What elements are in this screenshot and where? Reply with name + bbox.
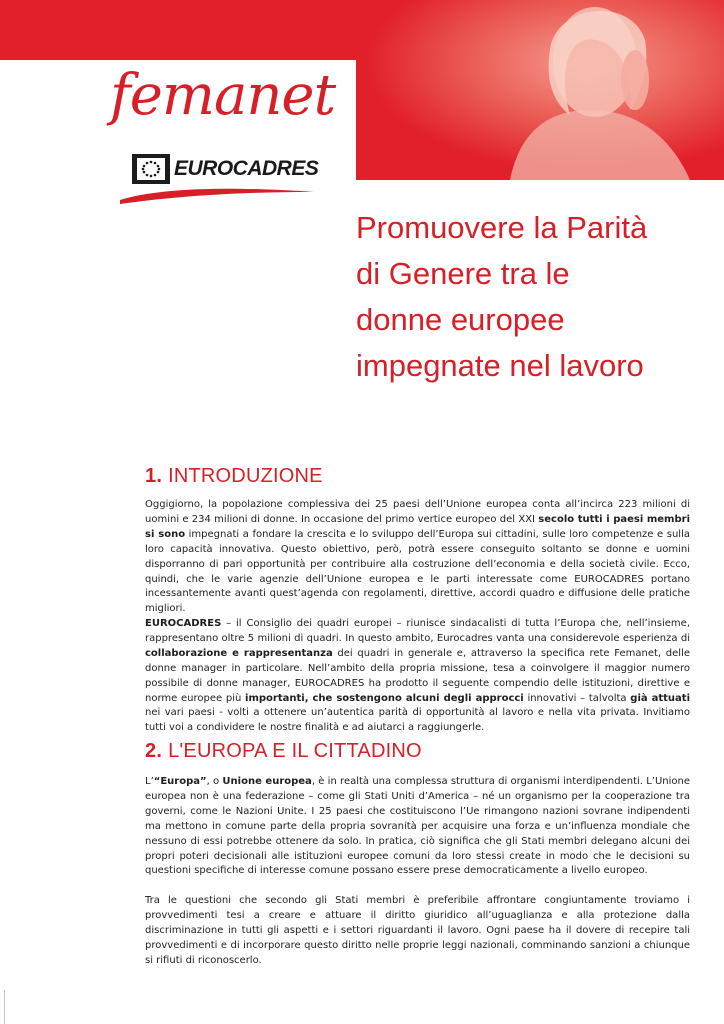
femanet-logo: femanet xyxy=(110,63,336,128)
text-run: Tra le questioni che secondo gli Stati membri è preferibile affrontare congiuntamente troviamo i provvedimenti tesi a creare e attuare il diritto giuridico all’uguaglianza e alla protezione dalla discriminazione in tutti gli aspetti e i settori riguardanti il lavoro. Ogni paese ha il dovere di recepire tali provvedimenti e di incorporare questo diritto nelle proprie leggi nazionali, comminando sanzioni a chiunque si rifiuti di riconoscerlo. xyxy=(145,895,690,966)
text-run: , è in realtà una complessa struttura di organismi interdipendenti. L’Unione europea non è una federazione – come gli Stati Uniti d’America – né un organismo per la cooperazione tra governi, come le Nazioni Unite. I 25 paesi che costituiscono l’Ue rimangono nazioni sovrane indipendenti ma mettono in comune parte della propria sovranità per acquisire una forza e un’influenza mondiale che nessuno di essi potrebbe ottenere da solo. In pratica, ciò significa che gli Stati membri delegano alcuni dei propri poteri decisionali alle istituzioni europee comuni da loro stessi create in modo che le decisioni su questioni specifiche di interesse comune possano essere prese democraticamente a livello europeo. xyxy=(145,776,691,877)
section-number: 1. xyxy=(145,465,163,487)
bold-run: collaborazione e rappresentanza xyxy=(145,647,333,659)
eurocadres-logo xyxy=(132,152,318,186)
page-title xyxy=(356,205,716,389)
section-number: 2. xyxy=(145,740,163,762)
text-run: Oggigiorno, la popolazione complessiva dei 25 paesi dell’Unione europea conta all’incirca 223 milioni di uomini e 234 milioni di donne. In occasione del primo vertice europeo del XXI xyxy=(145,499,690,525)
text-run: , o xyxy=(206,776,223,787)
section-title-text: L'EUROPA E IL CITTADINO xyxy=(168,740,422,762)
bold-run: EUROCADRES xyxy=(145,618,222,629)
bold-run: secolo tutti i paesi membri si sono xyxy=(145,513,690,540)
section-heading-europa-cittadino xyxy=(145,740,422,763)
margin-rule xyxy=(4,990,5,1024)
intro-paragraph-2 xyxy=(145,617,690,736)
bold-run: importanti, che sostengono alcuni degli approcci xyxy=(245,692,524,704)
intro-paragraph-1 xyxy=(145,498,690,617)
bold-run: Unione europea xyxy=(222,776,312,787)
title-line: impegnate nel lavoro xyxy=(356,348,644,383)
section-title-text: INTRODUZIONE xyxy=(168,465,323,487)
bold-run: “Europa” xyxy=(153,776,207,787)
title-line: Promuovere la Parità xyxy=(356,210,648,245)
text-run: impegnati a fondare la crescita e lo sviluppo dell’Europa sui cittadini, sulle loro competenze e sulla loro capacità innovativa. Questo obiettivo, però, potrà essere conseguito soltanto se donne e uomini disporranno di pari opportunità per contribuire alla costruzione dell’economia e della società civile. Ecco, quindi, che le varie agenzie dell’Unione europea e le parti interessate come EUROCADRES portano incessantemente avanti quest’agenda con regolamenti, direttive, accordi quadro e diffusione delle pratiche migliori. xyxy=(145,528,690,615)
europa-paragraph-2 xyxy=(145,894,690,969)
title-line: donne europee xyxy=(356,302,565,337)
europa-paragraph-1 xyxy=(145,775,690,879)
section-heading-introduzione xyxy=(145,465,323,488)
text-run: dei quadri in generale e, attraverso la specifica rete Femanet, delle donne manager in particolare. Nell’ambito della propria missione, tesa a coinvolgere il maggior numero possibile di donne manager, EUROCADRES ha prodotto il seguente compendio delle istituzioni, direttive e norme europee più xyxy=(145,647,690,704)
title-line: di Genere tra le xyxy=(356,256,570,291)
eu-flag-icon xyxy=(132,154,170,184)
eurocadres-wordmark: EUROCADRES xyxy=(174,157,319,180)
text-run: innovativi – talvolta xyxy=(523,692,631,704)
text-run: nei vari paesi - volti a ottenere un’autentica parità di opportunità al lavoro e nella vita privata. Invitiamo tutti voi a condividere le nostre finalità e ad aiutarci a raggiungerle. xyxy=(145,707,690,734)
woman-on-phone-photo xyxy=(360,0,724,180)
text-run: – il Consiglio dei quadri europei – riunisce sindacalisti di tutta l’Europa che, nell’insieme, rappresentano oltre 5 milioni di quadri. In questo ambito, Eurocadres vanta una considerevole esperienza di xyxy=(145,618,690,644)
bold-run: già attuati xyxy=(630,692,691,704)
text-run: L’ xyxy=(145,776,154,787)
